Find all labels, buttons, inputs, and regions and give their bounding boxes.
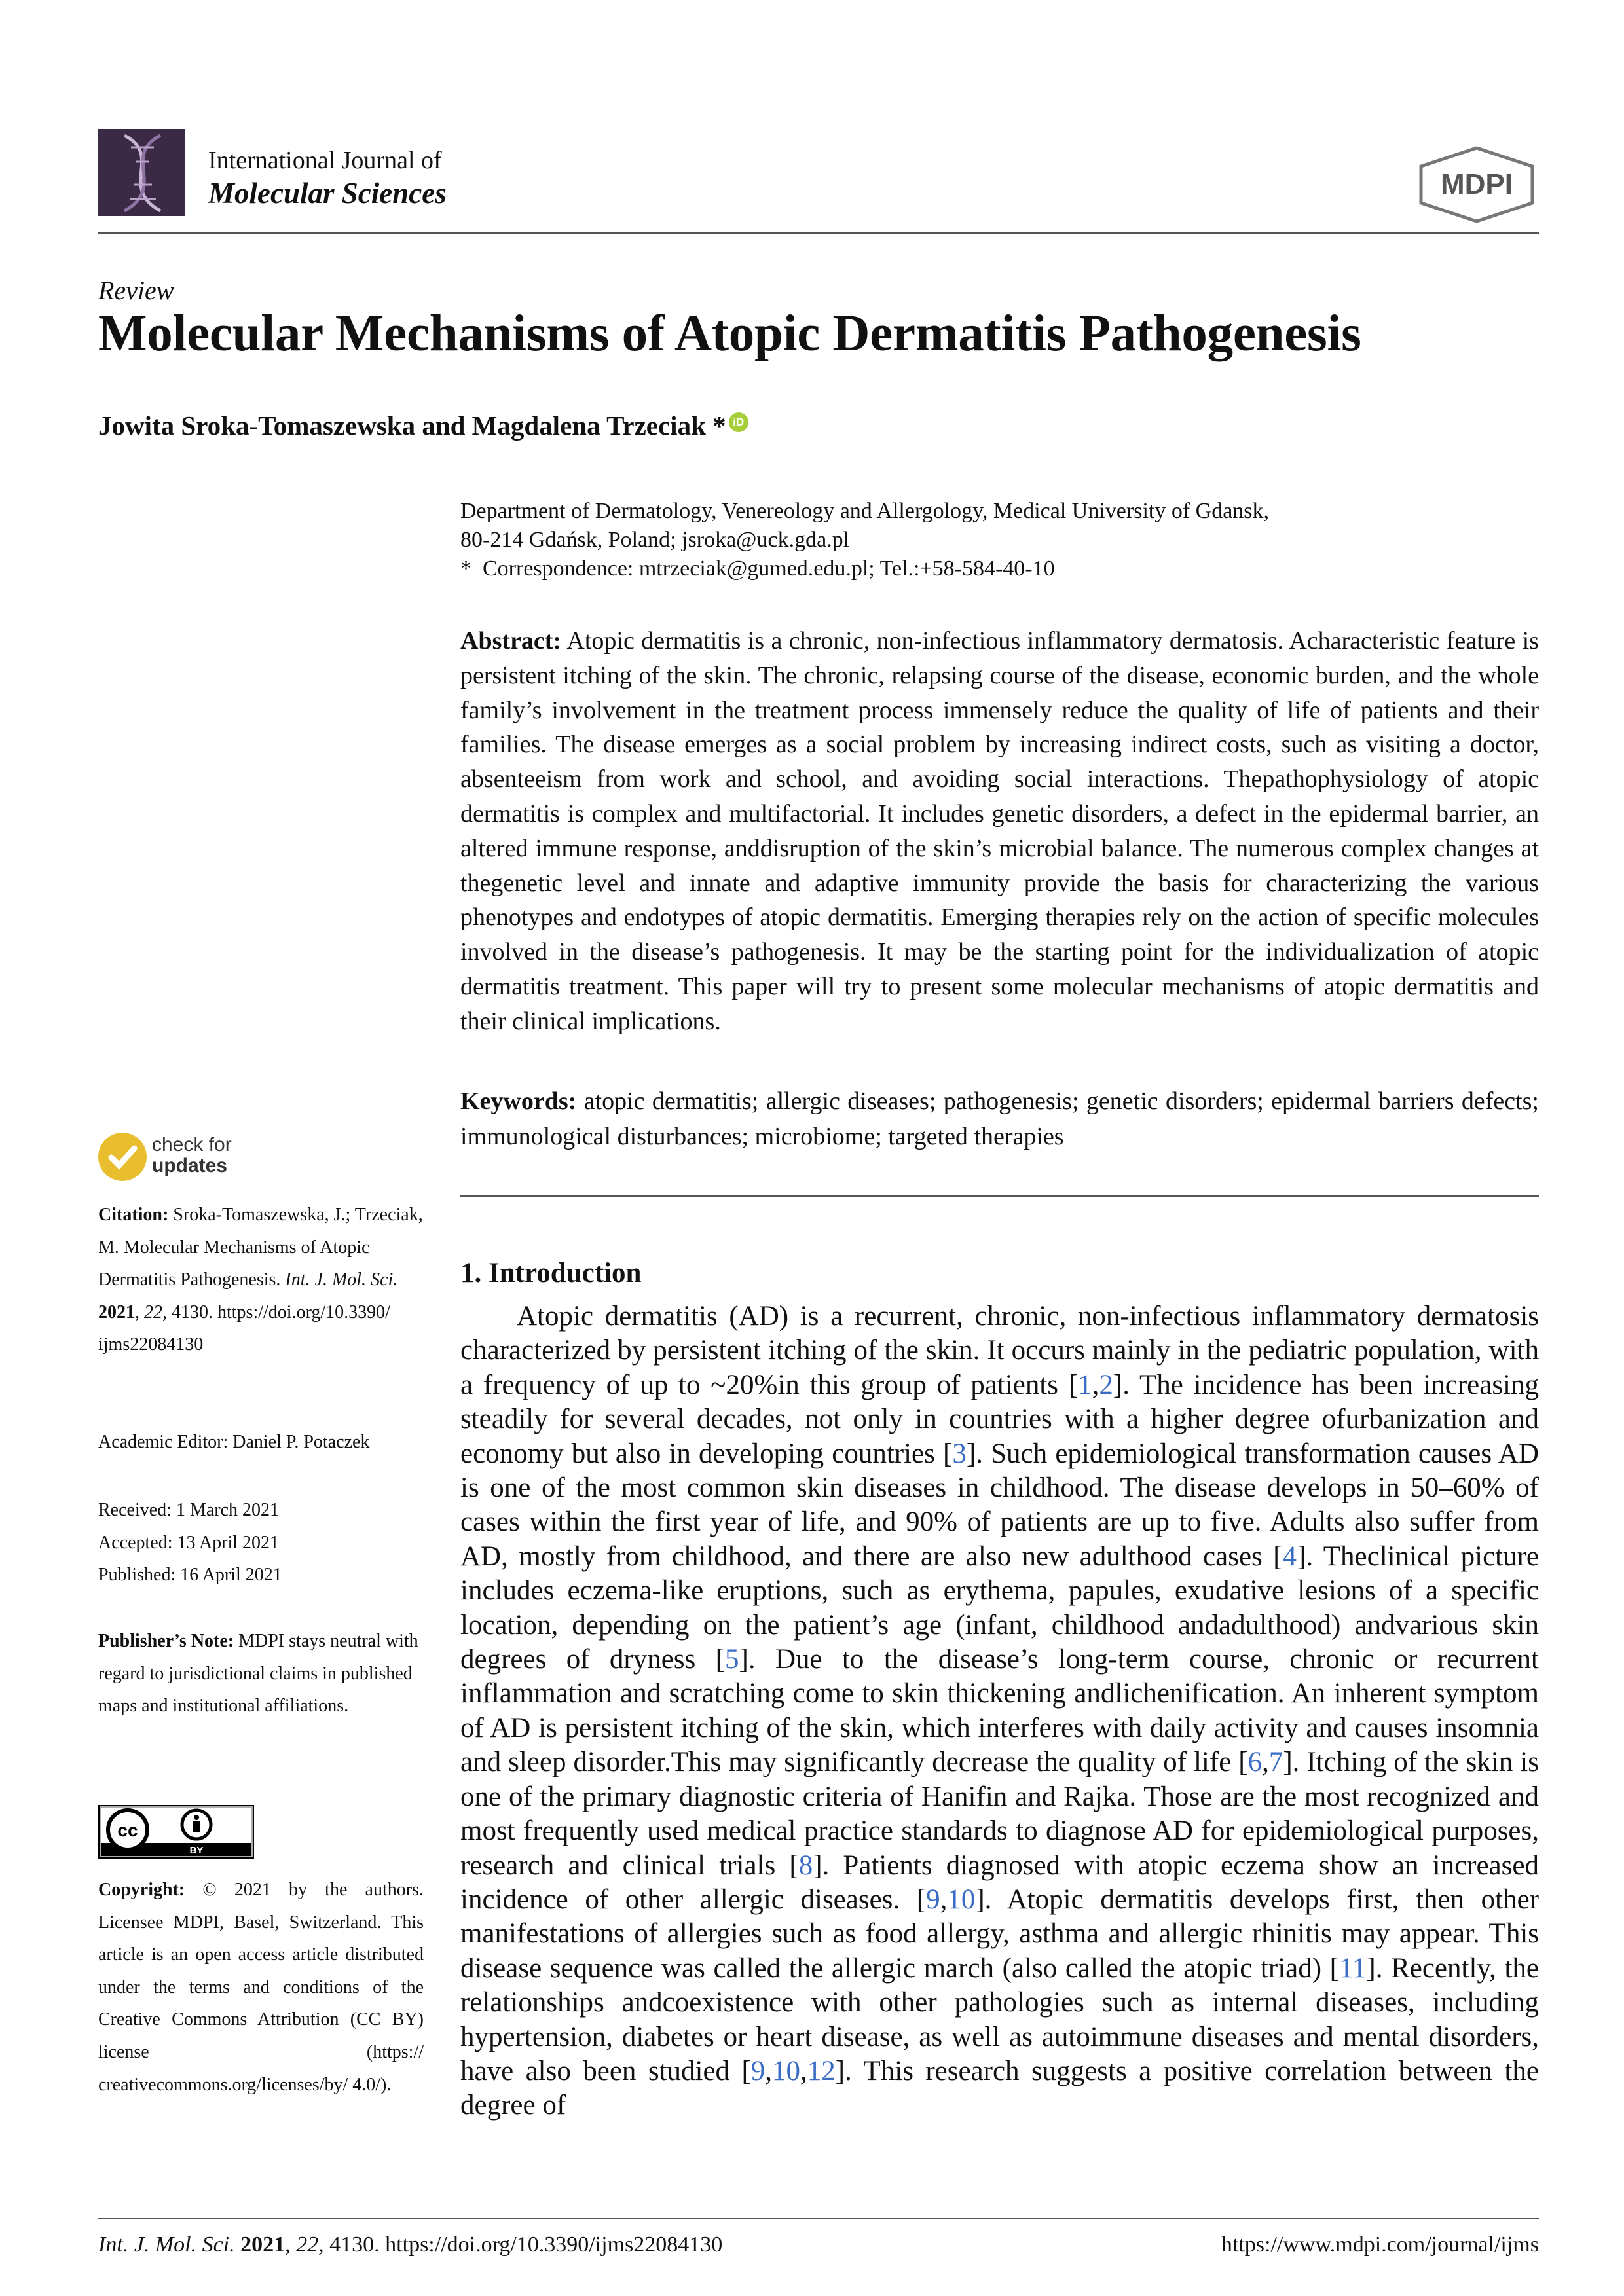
orcid-icon[interactable]: iD [729, 412, 748, 432]
received-date: Received: 1 March 2021 [98, 1500, 280, 1520]
citation-reference-link[interactable]: 9 [926, 1884, 940, 1915]
intro-text: ]. Due to the disease’s long-term course, chronic or recurrent inflammation and scratching come to skin thickening andlichenification. An inherent symptom of AD is persistent itching of the skin, which interferes with daily activity and causes insomnia and sleep disorder.This may significantly decrease the quality of life [ [460, 1644, 1539, 1778]
correspondence [460, 556, 1055, 581]
abstract-label: Abstract: [460, 627, 562, 655]
footer-volume: 22 [296, 2232, 319, 2257]
header-divider [98, 232, 1539, 234]
intro-text: , [940, 1884, 948, 1915]
mdpi-hexagon-icon [1414, 145, 1539, 224]
citation-reference-link[interactable]: 10 [947, 1884, 976, 1915]
citation-label: Citation: [98, 1205, 169, 1225]
citation-reference-link[interactable]: 5 [725, 1644, 739, 1675]
correspondence-marker: * [460, 556, 471, 581]
footer-citation: Int. J. Mol. Sci. 2021, 22, 4130. https://doi.org/10.3390/ijms22084130 [98, 2232, 723, 2257]
intro-text: , [1262, 1747, 1269, 1778]
citation-reference-link[interactable]: 4 [1282, 1540, 1297, 1572]
cc-by-license-badge[interactable] [98, 1805, 254, 1859]
intro-text: ]. Theclinical picture includes eczema-like eruptions, such as erythema, papules, exudative lesions of a specific location, depending on the patient’s age (infant, childhood andadulthood) andvarious skin degrees of dryness [ [460, 1540, 1540, 1675]
footer-doi[interactable]: , 4130. https://doi.org/10.3390/ijms22084130 [318, 2232, 723, 2257]
journal-name-line2: Molecular Sciences [208, 177, 447, 210]
intro-text: ]. Patients diagnosed with atopic eczema show an increased incidence of other allergic diseases. [ [460, 1850, 1539, 1915]
article-title: Molecular Mechanisms of Atopic Dermatitis Pathogenesis [98, 305, 1361, 362]
intro-text: , [1092, 1369, 1099, 1400]
citation-reference-link[interactable]: 7 [1268, 1747, 1283, 1778]
intro-text: ]. This research suggests a positive correlation between the degree of [460, 2055, 1539, 2121]
citation: Citation: Sroka-Tomaszewska, J.; Trzeciak, M. Molecular Mechanisms of Atopic Dermatitis Pathogenesis. Int. J. Mol. Sci. 2021, 22, 4130. https://doi.org/10.3390/ ijms22084130 [98, 1205, 423, 1355]
keywords [460, 1084, 1539, 1154]
keywords-label: Keywords: [460, 1087, 577, 1115]
journal-name-line1: International Journal of [208, 147, 442, 174]
dates [98, 1494, 424, 1592]
citation-volume: 22 [144, 1302, 162, 1322]
abstract-text: Atopic dermatitis is a chronic, non-infectious inflammatory dermatosis. Acharacteristic feature is persistent itching of the skin. The chronic, relapsing course of the disease, economic burden, and the whole family’s involvement in the treatment process immensely reduce the quality of life of patients and their families. The disease emerges as a social problem by increasing indirect costs, such as visiting a doctor, absenteeism from work and school, and avoiding social interactions. Thepathophysiology of atopic dermatitis is complex and multifactorial. It includes genetic disorders, a defect in the epidermal barrier, an altered immune response, anddisruption of the skin’s microbial balance. The numerous complex changes at thegenetic level and innate and adaptive immunity provide the basis for characterizing the various phenotypes and endotypes of atopic dermatitis. Emerging therapies rely on the action of specific molecules involved in the disease’s pathogenesis. It may be the starting point for the individualization of atopic dermatitis treatment. This paper will try to present some molecular mechanisms of atopic dermatitis and their clinical implications. [460, 627, 1539, 1035]
publisher-note [98, 1625, 424, 1722]
by-label: BY [189, 1845, 204, 1856]
footer-journal: Int. J. Mol. Sci. [98, 2232, 235, 2257]
copyright-text: © 2021 by the authors. Licensee MDPI, Basel, Switzerland. This article is an open access article distributed under the terms and conditions of the Creative Commons Attribution (CC BY) license (https:// creativecommons.org/licenses/by/ 4.0/). [98, 1880, 424, 2095]
intro-text: ]. Such epidemiological transformation causes AD is one of the most common skin diseases in childhood. The disease develops in 50–60% of cases within the first year of life, and 90% of patients are up to five. Adults also suffer from AD, mostly from childhood, and there are also new adulthood cases [ [460, 1438, 1540, 1572]
author-list: Jowita Sroka-Tomaszewska and Magdalena Trzeciak * [98, 410, 726, 441]
citation-reference-link[interactable]: 8 [798, 1850, 813, 1881]
intro-text: ]. Atopic dermatitis develops first, then other manifestations of allergies such as food allergy, asthma and allergic rhinitis may appear. This disease sequence was called the allergic march (also called the atopic triad) [ [460, 1884, 1539, 1984]
correspondence-text: Correspondence: mtrzeciak@gumed.edu.pl; Tel.:+58-584-40-10 [483, 556, 1055, 581]
citation-reference-link[interactable]: 10 [772, 2055, 801, 2086]
intro-text: ]. Recently, the relationships andcoexistence with other pathologies such as internal diseases, including hypertension, diabetes or heart disease, as well as autoimmune diseases and mental disorders, have also been studied [ [460, 1952, 1540, 2086]
citation-reference-link[interactable]: 11 [1338, 1952, 1367, 1984]
publisher-note-text: MDPI stays neutral with regard to jurisdictional claims in published maps and institutional affiliations. [98, 1631, 418, 1717]
article-type: Review [98, 276, 174, 305]
intro-text: ]. Itching of the skin is one of the primary diagnostic criteria of Hanifin and Rajka. Those are the most recognized and most frequently used medical practice standards to diagnose AD for epidemiological purposes, research and clinical trials [ [460, 1747, 1539, 1881]
check-for-updates-icon[interactable] [98, 1133, 147, 1181]
citation-text: Sroka-Tomaszewska, J.; Trzeciak, M. Molecular Mechanisms of Atopic Dermatitis Pathogenesis. [98, 1205, 423, 1290]
academic-editor: Academic Editor: Daniel P. Potaczek [98, 1432, 370, 1452]
citation-reference-link[interactable]: 3 [952, 1438, 967, 1469]
citation-doi[interactable]: , 4130. https://doi.org/10.3390/ ijms22084130 [98, 1302, 390, 1355]
check-for-updates-line2[interactable]: updates [152, 1155, 228, 1176]
footer-year: 2021 [240, 2232, 286, 2257]
affiliation-line-1: Department of Dermatology, Venereology and Allergology, Medical University of Gdansk, [460, 499, 1270, 523]
copyright [98, 1874, 424, 2101]
cc-label: cc [117, 1820, 138, 1840]
journal-name [208, 144, 447, 210]
publisher-logo[interactable] [1414, 145, 1539, 224]
citation-reference-link[interactable]: 9 [750, 2055, 766, 2086]
citation-journal: Int. J. Mol. Sci. [285, 1269, 398, 1290]
copyright-label: Copyright: [98, 1880, 185, 1900]
publisher-note-label: Publisher’s Note: [98, 1631, 234, 1651]
introduction-paragraph [460, 1300, 1539, 2123]
journal-logo [98, 129, 185, 216]
footer-divider [98, 2218, 1539, 2219]
intro-text: ]. The incidence has been increasing steadily for several decades, not only in countries with a higher degree ofurbanization and economy but also in developing countries [ [460, 1369, 1539, 1469]
intro-text: , [800, 2055, 807, 2086]
keywords-text: atopic dermatitis; allergic diseases; pathogenesis; genetic disorders; epidermal barriers defects; immunological disturbances; microbiome; targeted therapies [460, 1087, 1539, 1150]
accepted-date: Accepted: 13 April 2021 [98, 1532, 280, 1553]
published-date: Published: 16 April 2021 [98, 1565, 282, 1586]
intro-text: , [765, 2055, 773, 2086]
dna-helix-icon [98, 129, 185, 216]
intro-text: Atopic dermatitis (AD) is a recurrent, chronic, non-infectious inflammatory dermatosis characterized by persistent itching of the skin. It occurs mainly in the pediatric population, with a frequency of up to ~20%in this group of patients [ [460, 1301, 1539, 1400]
authors [98, 410, 748, 441]
citation-reference-link[interactable]: 12 [807, 2055, 836, 2086]
citation-reference-link[interactable]: 2 [1099, 1369, 1113, 1400]
publisher-logo-text: MDPI [1441, 168, 1513, 200]
citation-reference-link[interactable]: 6 [1247, 1747, 1263, 1778]
citation-year: 2021 [98, 1302, 135, 1322]
abstract-divider [460, 1195, 1539, 1197]
section-heading: 1. Introduction [460, 1258, 642, 1288]
check-for-updates-line1[interactable]: check for [152, 1134, 232, 1156]
abstract [460, 624, 1539, 1039]
footer-journal-url[interactable]: https://www.mdpi.com/journal/ijms [1221, 2232, 1539, 2257]
affiliation-line-2: 80-214 Gdańsk, Poland; jsroka@uck.gda.pl [460, 528, 850, 552]
citation-reference-link[interactable]: 1 [1078, 1369, 1092, 1400]
